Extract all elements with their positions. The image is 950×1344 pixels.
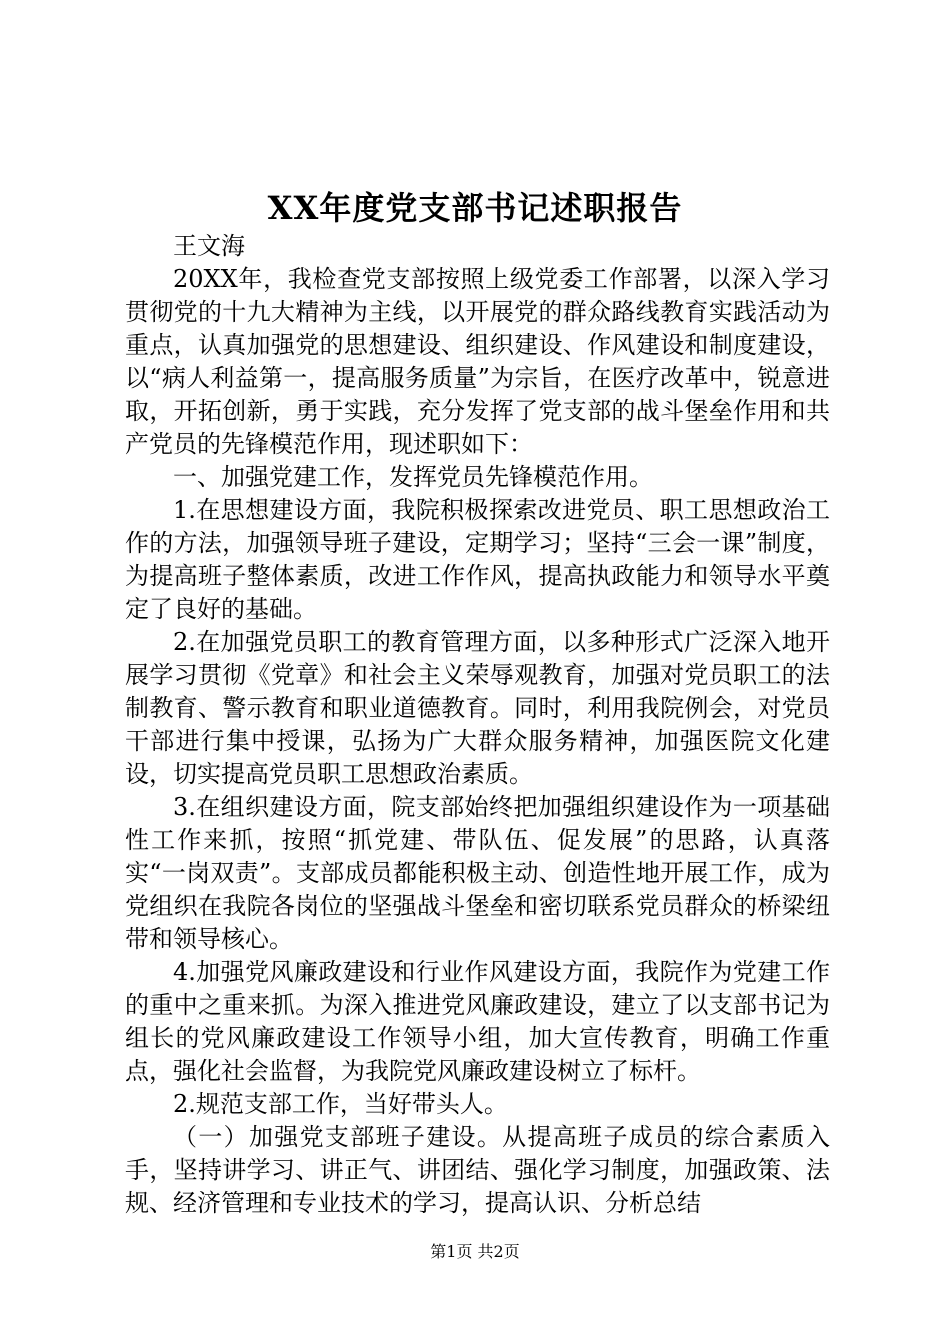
section-heading: 2.规范支部工作，当好带头人。 <box>173 1090 508 1118</box>
page-indicator: 第1页 共2页 <box>430 1242 520 1261</box>
paragraph: 3.在组织建设方面，院支部始终把加强组织建设作为一项基础性工作来抓，按照“抓党建、带队伍、促发展”的思路，认真落实“一岗双责”。支部成员都能积极主动、创造性地开展工作，成为党组织在我院各岗位的坚强战斗堡垒和密切联系党员群众的桥梁纽带和领导核心。 <box>125 793 830 953</box>
paragraph: （一）加强党支部班子建设。从提高班子成员的综合素质入手，坚持讲学习、讲正气、讲团结、强化学习制度，加强政策、法规、经济管理和专业技术的学习，提高认识、分析总结 <box>125 1123 830 1217</box>
paragraph: 4.加强党风廉政建设和行业作风建设方面，我院作为党建工作的重中之重来抓。为深入推进党风廉政建设，建立了以支部书记为组长的党风廉政建设工作领导小组，加大宣传教育，明确工作重点，强化社会监督，为我院党风廉政建设树立了标杆。 <box>125 958 830 1085</box>
paragraph: 20XX年，我检查党支部按照上级党委工作部署，以深入学习贯彻党的十九大精神为主线，以开展党的群众路线教育实践活动为重点，认真加强党的思想建设、组织建设、作风建设和制度建设，以“病人利益第一，提高服务质量”为宗旨，在医疗改革中，锐意进取，开拓创新，勇于实践，充分发挥了党支部的战斗堡垒作用和共产党员的先锋模范作用，现述职如下： <box>125 265 830 458</box>
section-heading: 一、加强党建工作，发挥党员先锋模范作用。 <box>173 463 653 491</box>
paragraph: 1.在思想建设方面，我院积极探索改进党员、职工思想政治工作的方法，加强领导班子建设，定期学习；坚持“三会一课”制度，为提高班子整体素质，改进工作作风，提高执政能力和领导水平奠定了良好的基础。 <box>125 496 830 623</box>
document-body <box>125 230 830 1220</box>
author-name: 王文海 <box>173 232 245 260</box>
paragraph: 2.在加强党员职工的教育管理方面，以多种形式广泛深入地开展学习贯彻《党章》和社会主义荣辱观教育，加强对党员职工的法制教育、警示教育和职业道德教育。同时，利用我院例会，对党员干部进行集中授课，弘扬为广大群众服务精神，加强医院文化建设，切实提高党员职工思想政治素质。 <box>125 628 830 788</box>
document-title: XX年度党支部书记述职报告 <box>267 189 683 227</box>
